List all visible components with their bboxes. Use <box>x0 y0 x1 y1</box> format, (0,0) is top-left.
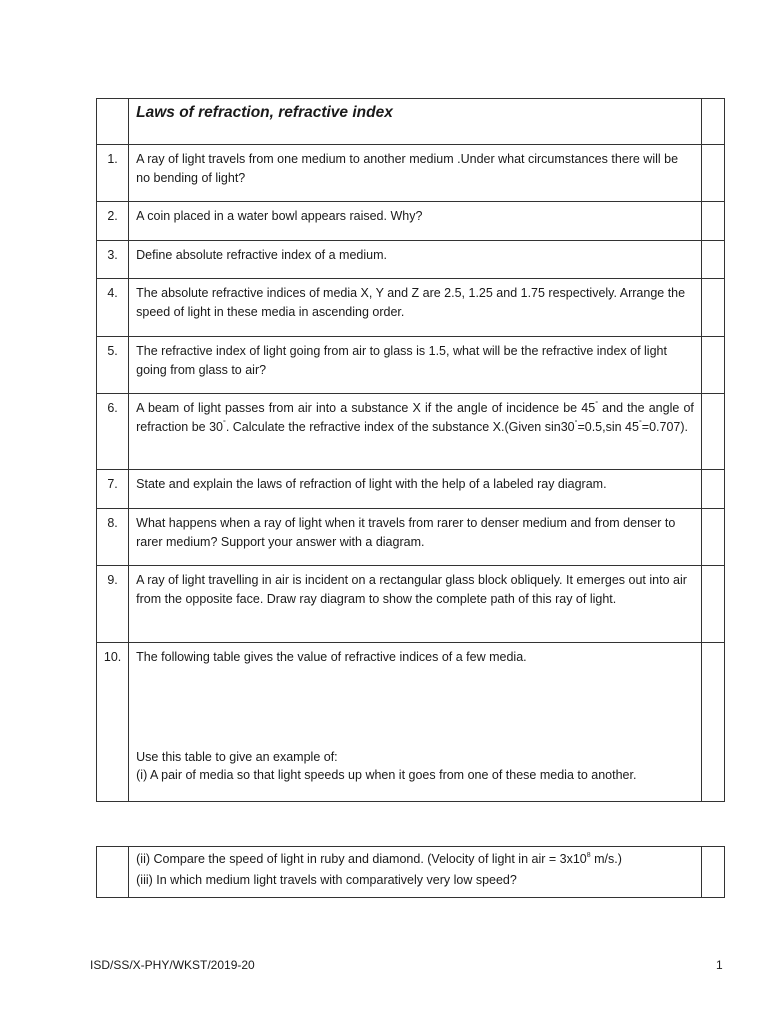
continuation-table <box>96 846 725 898</box>
question-text: State and explain the laws of refraction of light with the help of a labeled ray diagram. <box>136 477 607 491</box>
question-row-10 <box>97 643 725 802</box>
question-number: 10. <box>103 650 122 664</box>
question-part-i: (i) A pair of media so that light speeds up when it goes from one of these media to another. <box>136 768 637 782</box>
question-row-8 <box>97 509 725 566</box>
question-text: A beam of light passes from air into a substance X if the angle of incidence be 45° and the angle of refraction be 30°. Calculate the refractive index of the substance X.(Given sin30°=0.5,sin 45°=0.707). <box>136 401 694 434</box>
question-number: 3. <box>107 248 118 262</box>
missing-table-space <box>136 667 694 748</box>
question-row-4 <box>97 279 725 337</box>
title-row <box>97 99 725 145</box>
page-number: 1 <box>716 958 723 972</box>
question-row-9 <box>97 566 725 643</box>
question-row-3 <box>97 241 725 279</box>
question-text: The absolute refractive indices of media X, Y and Z are 2.5, 1.25 and 1.75 respectively. Arrange the speed of light in these media in ascending order. <box>136 286 686 319</box>
question-row-7 <box>97 470 725 509</box>
question-number: 6. <box>107 401 118 415</box>
degree-symbol: ° <box>223 419 226 427</box>
footer-code: ISD/SS/X-PHY/WKST/2019-20 <box>90 958 255 972</box>
question-row-1 <box>97 145 725 202</box>
question-number: 1. <box>107 152 118 166</box>
question-row-6 <box>97 394 725 470</box>
question-row-2 <box>97 202 725 241</box>
question-text: Define absolute refractive index of a medium. <box>136 248 387 262</box>
question-part-iii: (iii) In which medium light travels with comparatively very low speed? <box>136 872 517 887</box>
question-number: 5. <box>107 344 118 358</box>
question-text: A ray of light travelling in air is incident on a rectangular glass block obliquely. It emerges out into air from the opposite face. Draw ray diagram to show the complete path of this ray of light. <box>136 573 687 606</box>
question-number: 8. <box>107 516 118 530</box>
question-number: 2. <box>107 209 118 223</box>
question-part-ii: (ii) Compare the speed of light in ruby and diamond. (Velocity of light in air = $3x10^8$ m/s.) <box>136 852 622 866</box>
question-text: A coin placed in a water bowl appears raised. Why? <box>136 209 423 223</box>
question-number: 4. <box>107 286 118 300</box>
degree-symbol: ° <box>574 419 578 427</box>
question-number: 9. <box>107 573 118 587</box>
question-number: 7. <box>107 477 118 491</box>
question-text <box>129 643 701 790</box>
degree-symbol: ° <box>595 401 599 408</box>
question-table <box>96 98 725 802</box>
question-intro: The following table gives the value of refractive indices of a few media. <box>136 650 527 664</box>
question-text: A ray of light travels from one medium to another medium .Under what circumstances there will be no bending of light? <box>136 152 679 185</box>
continuation-text <box>129 847 701 894</box>
question-text: What happens when a ray of light when it travels from rarer to denser medium and from denser to rarer medium? Support your answer with a diagram. <box>136 516 676 549</box>
degree-symbol: ° <box>638 419 642 427</box>
question-text: The refractive index of light going from air to glass is 1.5, what will be the refractive index of light going from glass to air? <box>136 344 667 377</box>
worksheet-title: Laws of refraction, refractive index <box>136 104 393 121</box>
continuation-row <box>97 847 725 898</box>
question-row-5 <box>97 337 725 394</box>
exponent: 8 <box>586 852 591 859</box>
question-use-line: Use this table to give an example of: <box>136 749 338 764</box>
